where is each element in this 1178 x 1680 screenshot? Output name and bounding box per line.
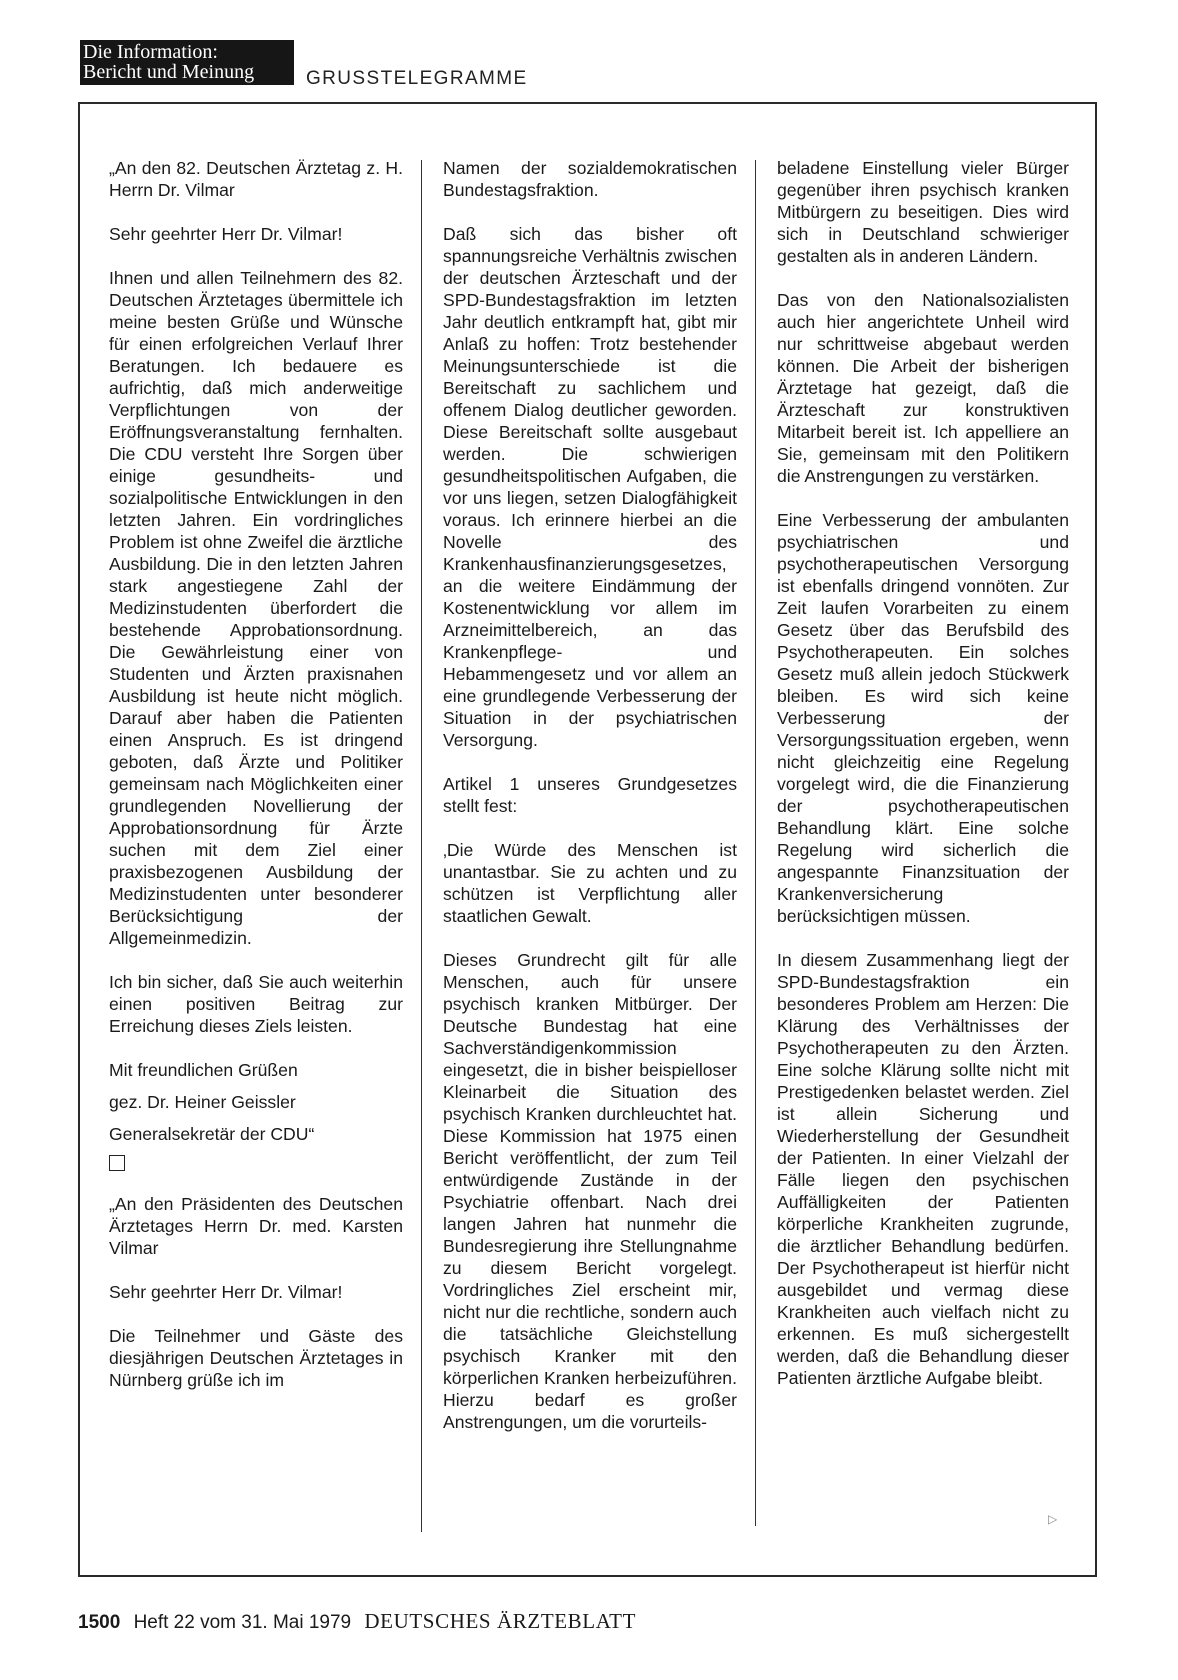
body-paragraph: In diesem Zusammenhang liegt der SPD-Bundestagsfraktion ein besonderes Problem am Herzen: Die Klärung des Verhältnisses der Psychotherapeuten zu den Ärzten. Eine solche Klärung sollte nicht mit Prestigedenken belastet werden. Ziel ist allein Sicherung und Wiederherstellung der Gesundheit der Patienten. In einer Vielzahl der Fälle liegen den psychischen Auffälligkeiten der Patienten körperliche Krankheiten zugrunde, die ärztlicher Behandlung bedürfen. Der Psychotherapeut ist hierfür nicht ausgebildet und vermag diese Krankheiten auch vielfach nicht zu erkennen. Es muß sichergestellt werden, daß die Behandlung dieser Patienten ärztliche Aufgabe bleibt. — [777, 950, 1069, 1388]
body-paragraph: Ihnen und allen Teilnehmern des 82. Deutschen Ärztetages übermittele ich meine besten Grüße und Wünsche für einen erfolgreichen Verlauf Ihrer Beratungen. Ich bedauere es aufrichtig, daß mich anderweitige Verpflichtungen von der Eröffnungsveranstaltung fernhalten. Die CDU versteht Ihre Sorgen über einige gesundheits- und sozialpolitische Entwicklungen in den letzten Jahren. Ein vordringliches Problem ist ohne Zweifel die ärztliche Ausbildung. Die in den letzten Jahren stark angestiegene Zahl der Medizinstudenten überfordert die bestehende Approbationsordnung. Die Gewährleistung einer von Studenten und Ärzten praxisnahen Ausbildung ist heute nicht möglich. Darauf aber haben die Patienten einen Anspruch. Es ist dringend geboten, daß Ärzte und Politiker gemeinsam nach Möglichkeiten einer grundlegenden Novellierung der Approbationsordnung für Ärzte suchen mit dem Ziel einer praxisbezogenen Ausbildung der Medizinstudenten unter besonderer Berücksichtigung der Allgemeinmedizin. — [109, 268, 403, 948]
text-column-3 — [777, 157, 1069, 1411]
closing: Mit freundlichen Grüßen — [109, 1060, 298, 1080]
article-frame-top — [78, 102, 1097, 104]
continued-arrow-icon: ▷ — [1048, 1512, 1058, 1526]
body-paragraph: Ich bin sicher, daß Sie auch weiterhin einen positiven Beitrag zur Erreichung dieses Ziels leisten. — [109, 972, 403, 1036]
signature-name: gez. Dr. Heiner Geissler — [109, 1092, 296, 1112]
body-paragraph: Daß sich das bisher oft spannungsreiche Verhältnis zwischen der deutschen Ärzteschaft und der SPD-Bundestagsfraktion im letzten Jahr deutlich entkrampft hat, gibt mir Anlaß zu hoffen: Trotz bestehender Meinungsunterschiede ist die Bereitschaft zu sachlichem und offenem Dialog deutlicher geworden. Diese Bereitschaft sollte ausgebaut werden. Die schwierigen gesundheitspolitischen Aufgaben, die vor uns liegen, setzen Dialogfähigkeit voraus. Ich erinnere hierbei an die Novelle des Krankenhausfinanzierungsgesetzes, an die weitere Eindämmung der Kostenentwicklung vor allem im Arzneimittelbereich, an das Krankenpflege- und Hebammengesetz und vor allem an eine grundlegende Verbesserung der Situation in der psychiatrischen Versorgung. — [443, 224, 737, 750]
badge-line-2: Bericht und Meinung — [83, 61, 255, 83]
issue-info: Heft 22 vom 31. Mai 1979 — [133, 1612, 352, 1633]
column-rule-2 — [755, 160, 756, 1526]
signature-title: Generalsekretär der CDU“ — [109, 1124, 315, 1144]
body-paragraph: Namen der sozialdemokratischen Bundestagsfraktion. — [443, 158, 737, 200]
salutation-address: „An den Präsidenten des Deutschen Ärztetages Herrn Dr. med. Karsten Vilmar — [109, 1194, 403, 1258]
page-number: 1500 — [78, 1612, 121, 1633]
column-rule-1 — [421, 160, 422, 1532]
salutation: Sehr geehrter Herr Dr. Vilmar! — [109, 1282, 343, 1302]
body-paragraph: Eine Verbesserung der ambulanten psychiatrischen und psychotherapeutischen Versorgung ist ebenfalls dringend vonnöten. Zur Zeit laufen Vorarbeiten zu einem Gesetz über das Berufsbild des Psychotherapeuten. Ein solches Gesetz muß allein jedoch Stückwerk bleiben. Es wird sich keine Verbesserung der Versorgungssituation ergeben, wenn nicht gleichzeitig eine Regelung vorgelegt wird, die die Finanzierung der psychotherapeutischen Behandlung klärt. Eine solche Regelung wird sicherlich die angespannte Finanzsituation der Krankenversicherung berücksichtigen müssen. — [777, 510, 1069, 926]
badge-line-1: Die Information: — [83, 41, 218, 63]
salutation-address: „An den 82. Deutschen Ärztetag z. H. Herrn Dr. Vilmar — [109, 158, 403, 200]
salutation: Sehr geehrter Herr Dr. Vilmar! — [109, 224, 343, 244]
journal-name: DEUTSCHES ÄRZTEBLATT — [364, 1609, 636, 1633]
page-footer — [78, 1609, 636, 1634]
text-column-1 — [109, 157, 403, 1413]
body-paragraph: Artikel 1 unseres Grundgesetzes stellt fest: — [443, 774, 737, 816]
quotation: ‚Die Würde des Menschen ist unantastbar. Sie zu achten und zu schützen ist Verpflichtung aller staatlichen Gewalt. — [443, 840, 737, 926]
body-paragraph: Das von den Nationalsozialisten auch hier angerichtete Unheil wird nur schrittweise abgebaut werden können. Die Arbeit der bisherigen Ärztetage hat gezeigt, daß die Ärzteschaft zur konstruktiven Mitarbeit bereit ist. Ich appelliere an Sie, gemeinsam mit den Politikern die Anstrengungen zu verstärken. — [777, 290, 1069, 486]
body-paragraph: beladene Einstellung vieler Bürger gegenüber ihren psychisch kranken Mitbürgern zu beseitigen. Dies wird sich in Deutschland schwieriger gestalten als in anderen Ländern. — [777, 158, 1069, 266]
body-paragraph: Dieses Grundrecht gilt für alle Menschen, auch für unsere psychisch kranken Mitbürger. Der Deutsche Bundestag hat eine Sachverständigenkommission eingesetzt, die in bisher beispielloser Kleinarbeit die Situation des psychisch Kranken durchleuchtet hat. Diese Kommission hat 1975 einen Bericht veröffentlicht, der zum Teil entwürdigende Zustände in der Psychiatrie offenbart. Nach drei langen Jahren hat nunmehr die Bundesregierung ihre Stellungnahme zu diesem Bericht vorgelegt. Vordringliches Ziel erscheint mir, nicht nur die rechtliche, sondern auch die tatsächliche Gleichstellung psychisch Kranker mit den körperlichen Kranken herbeizuführen. Hierzu bedarf es großer Anstrengungen, um die vorurteils- — [443, 950, 737, 1432]
text-column-2 — [443, 157, 737, 1455]
section-title: GRUSSTELEGRAMME — [306, 68, 528, 89]
section-badge — [80, 40, 294, 85]
end-of-letter-box-icon — [109, 1155, 125, 1171]
body-paragraph: Die Teilnehmer und Gäste des diesjährigen Deutschen Ärztetages in Nürnberg grüße ich im — [109, 1326, 403, 1390]
